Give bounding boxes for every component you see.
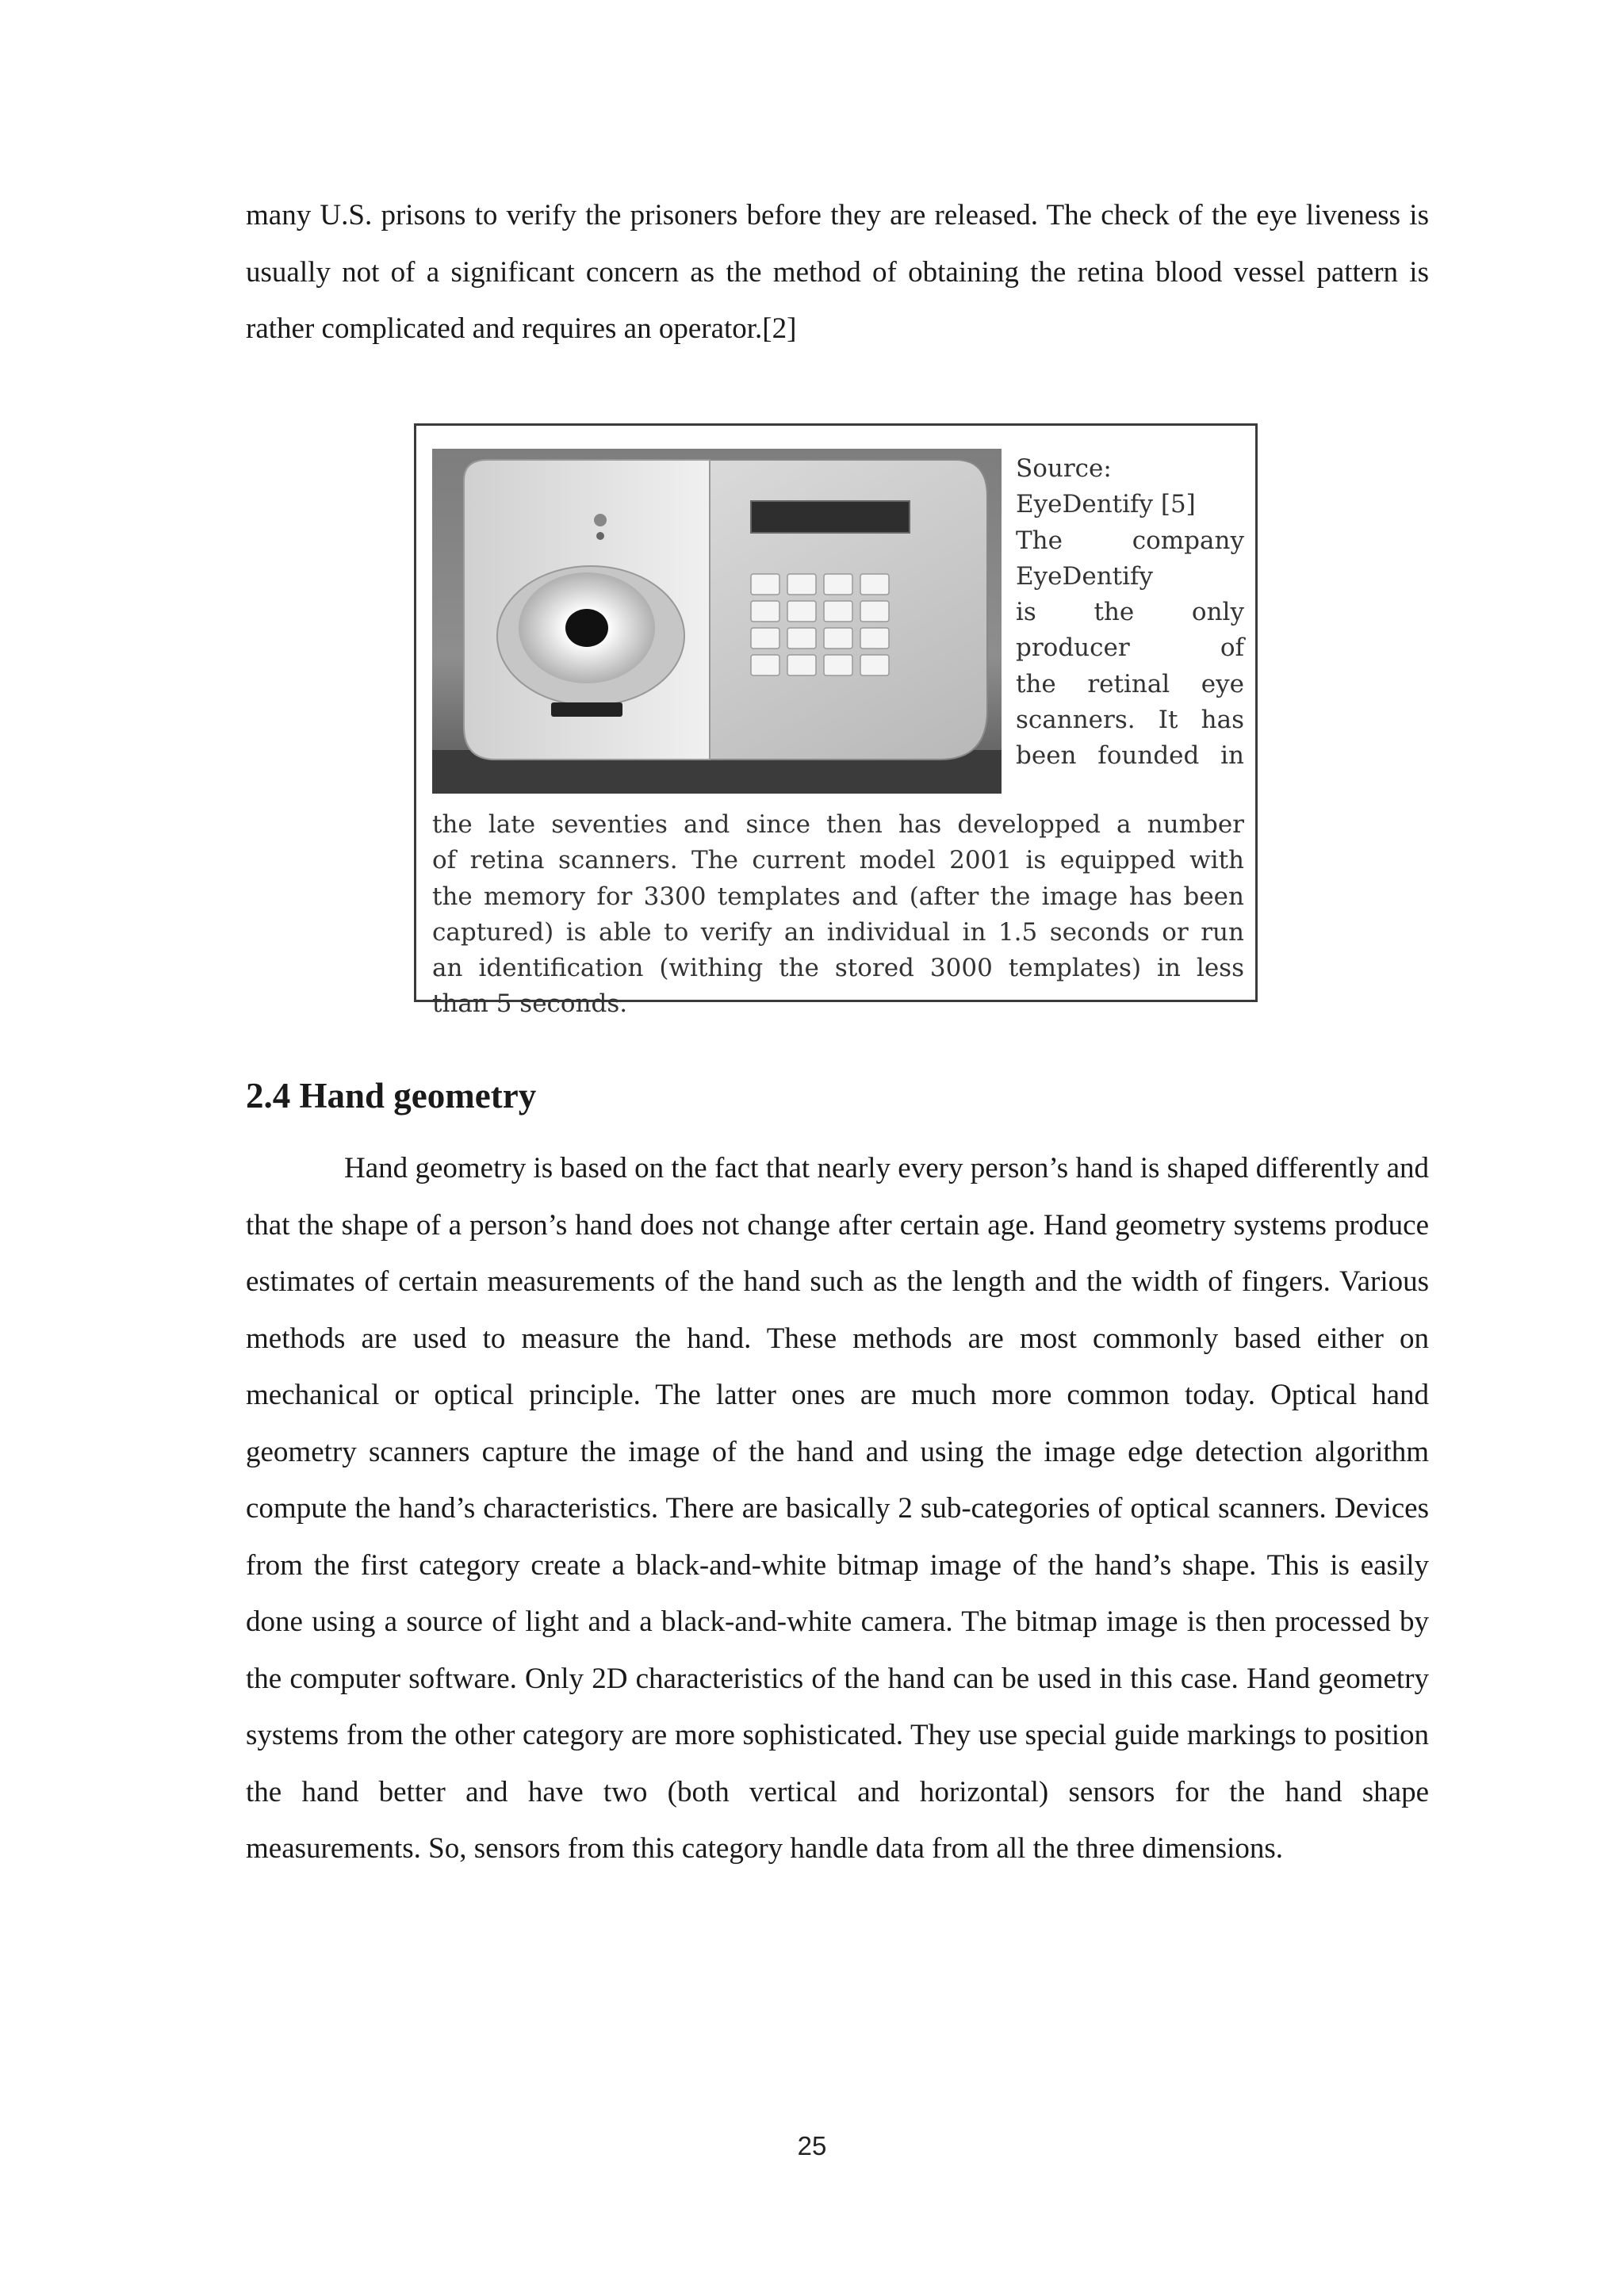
caption-word: has [1201, 706, 1244, 735]
caption-word: The [1016, 526, 1063, 555]
caption-word: producer [1016, 633, 1130, 663]
caption-line [1016, 630, 1244, 666]
caption-word: is [1016, 598, 1036, 627]
caption-line: of retina scanners. The current model 2001 is equipped with [432, 846, 1244, 875]
caption-line [1016, 595, 1244, 630]
body-paragraph-hand-geometry: Hand geometry is based on the fact that nearly every person’s hand is shaped differently and that the shape of a person’s hand does not change after certain age. Hand geometry systems produce estimates of certain measurements of the hand such as the length and the width of fingers. Various methods are used to measure the hand. These methods are most commonly based either on mechanical or optical principle. The latter ones are much more common today. Optical hand geometry scanners capture the image of the hand and using the image edge detection algorithm compute the hand’s characteristics. There are basically 2 sub-categories of optical scanners. Devices from the first category create a black-and-white bitmap image of the hand’s shape. This is easily done using a source of light and a black-and-white camera. The bitmap image is then processed by the computer software. Only 2D characteristics of the hand can be used in this case. Hand geometry systems from the other category are more sophisticated. They use special guide markings to position the hand better and have two (both vertical and horizontal) sensors for the hand shape measurements. So, sensors from this category handle data from all the three dimensions. [246, 1152, 1429, 1865]
caption-word: the [1094, 598, 1135, 627]
caption-word: founded [1097, 741, 1200, 771]
caption-word: been [1016, 741, 1077, 771]
section-heading: 2.4 Hand geometry [246, 1076, 537, 1115]
caption-word: the [1016, 669, 1056, 698]
body-paragraph-retina: many U.S. prisons to verify the prisoners before they are released. The check of the eye liveness is usually not of a significant concern as the method of obtaining the retina blood vessel pattern is rather complicated and requires an operator.[2] [246, 199, 1429, 345]
caption-line [1016, 702, 1244, 738]
figure-caption-side [1016, 451, 1244, 775]
figure-caption-bottom [432, 807, 1244, 1023]
figure-retina-scanner [414, 423, 1258, 1019]
caption-line: Source: [1016, 454, 1112, 483]
caption-word: only [1191, 598, 1244, 627]
caption-line: the late seventies and since then has developped a number [432, 810, 1244, 839]
caption-line: the memory for 3300 templates and (after the image has been [432, 882, 1244, 911]
caption-line [1016, 523, 1244, 559]
caption-line: an identification (withing the stored 3000 templates) in less [432, 954, 1244, 983]
caption-word: eye [1201, 669, 1244, 698]
caption-line [1016, 738, 1244, 774]
caption-line: than 5 seconds. [432, 989, 628, 1019]
caption-word: company [1132, 526, 1244, 555]
caption-word: It [1158, 706, 1178, 735]
caption-word: in [1220, 741, 1244, 771]
caption-word: retinal [1087, 669, 1170, 698]
caption-line [1016, 667, 1244, 702]
caption-line: captured) is able to verify an individual in 1.5 seconds or run [432, 917, 1244, 947]
caption-word: scanners. [1016, 706, 1136, 735]
page-number: 25 [797, 2131, 827, 2160]
caption-line: EyeDentify [5] [1016, 490, 1196, 519]
retina-scanner-photo [432, 449, 1002, 794]
caption-word: of [1220, 633, 1244, 663]
caption-line: EyeDentify [1016, 561, 1154, 591]
